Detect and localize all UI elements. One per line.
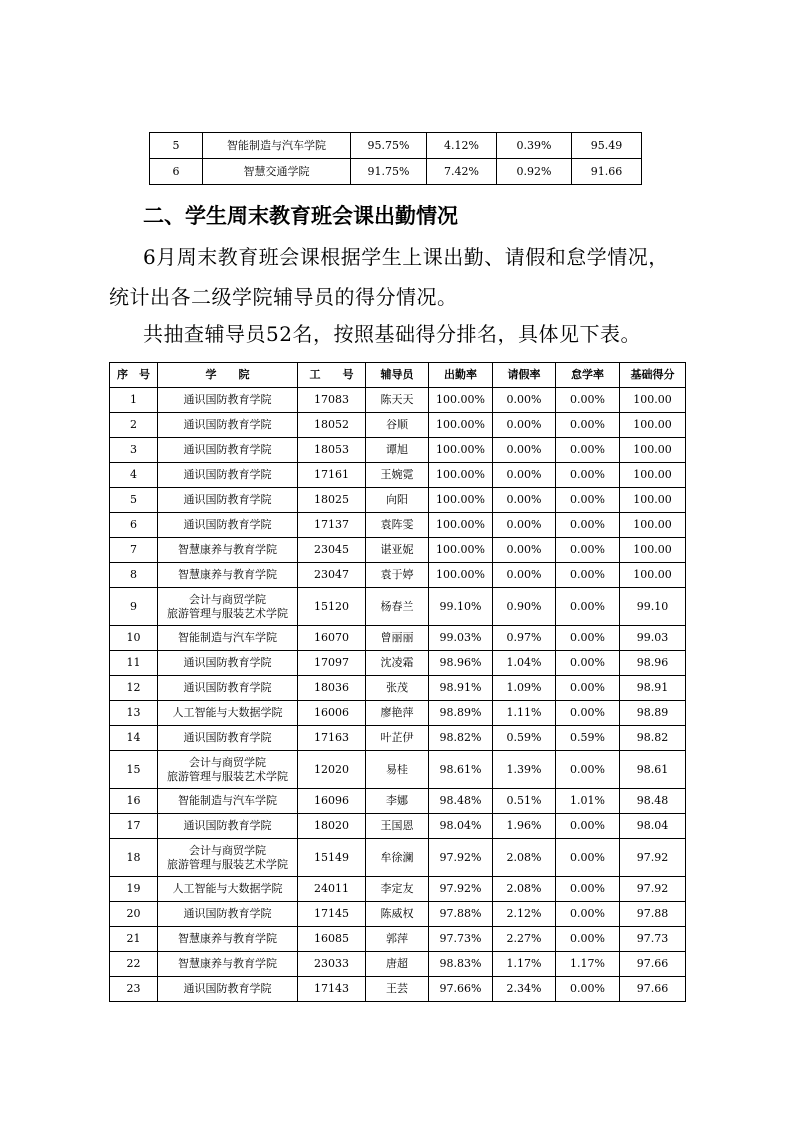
cell-attendance-rate: 97.92% (429, 877, 493, 902)
cell-college: 通识国防教育学院 (158, 676, 298, 701)
cell-truancy-rate: 0.00% (556, 839, 620, 877)
cell-staff-id: 16096 (298, 789, 366, 814)
cell-counselor: 陈天天 (366, 388, 429, 413)
cell-counselor: 叶芷伊 (366, 726, 429, 751)
cell-attendance-rate: 98.04% (429, 814, 493, 839)
cell-truancy-rate: 0.00% (556, 902, 620, 927)
cell-line: 会计与商贸学院 (189, 755, 266, 769)
cell-staff-id: 23047 (298, 563, 366, 588)
cell-truancy-rate: 0.00% (556, 413, 620, 438)
cell-index: 12 (110, 676, 158, 701)
cell-leave-rate: 0.51% (493, 789, 556, 814)
cell-counselor: 郭萍 (366, 927, 429, 952)
cell-truancy-rate: 0.00% (556, 438, 620, 463)
cell-leave-rate: 1.96% (493, 814, 556, 839)
cell-index: 6 (110, 513, 158, 538)
cell-truancy-rate: 0.00% (556, 927, 620, 952)
cell-index: 8 (110, 563, 158, 588)
cell-attendance-rate: 100.00% (429, 563, 493, 588)
cell-leave-rate: 0.97% (493, 626, 556, 651)
cell-attendance-rate: 99.03% (429, 626, 493, 651)
cell-truancy-rate: 0.00% (556, 977, 620, 1002)
cell-index: 14 (110, 726, 158, 751)
cell-attendance-rate: 98.91% (429, 676, 493, 701)
cell-index: 18 (110, 839, 158, 877)
cell-score: 91.66 (572, 159, 642, 185)
table-row (110, 952, 686, 977)
cell-college (158, 839, 298, 877)
cell-attendance-rate: 98.82% (429, 726, 493, 751)
cell-index: 20 (110, 902, 158, 927)
cell-college: 通识国防教育学院 (158, 513, 298, 538)
header-leave-rate: 请假率 (493, 363, 556, 388)
cell-line: 旅游管理与服装艺术学院 (167, 606, 288, 620)
cell-counselor: 杨春兰 (366, 588, 429, 626)
cell-truancy-rate: 0.00% (556, 877, 620, 902)
cell-truancy-rate: 0.00% (556, 488, 620, 513)
header-counselor: 辅导员 (366, 363, 429, 388)
cell-staff-id: 15120 (298, 588, 366, 626)
counselor-score-table-body (110, 388, 686, 1002)
cell-base-score: 100.00 (620, 413, 686, 438)
cell-truancy-rate: 0.59% (556, 726, 620, 751)
cell-base-score: 97.66 (620, 952, 686, 977)
cell-truancy-rate: 0.00% (556, 588, 620, 626)
cell-index: 7 (110, 538, 158, 563)
cell-index: 11 (110, 651, 158, 676)
cell-index: 17 (110, 814, 158, 839)
cell-college (158, 588, 298, 626)
cell-truancy-rate: 0.00% (556, 463, 620, 488)
cell-staff-id: 18053 (298, 438, 366, 463)
cell-staff-id: 16070 (298, 626, 366, 651)
cell-truancy-rate: 0.00% (556, 814, 620, 839)
cell-counselor: 李定友 (366, 877, 429, 902)
cell-index: 1 (110, 388, 158, 413)
cell-attendance-rate: 99.10% (429, 588, 493, 626)
cell-leave-rate: 1.11% (493, 701, 556, 726)
cell-staff-id: 17145 (298, 902, 366, 927)
table-row (150, 133, 642, 159)
cell-attendance-rate: 100.00% (429, 413, 493, 438)
cell-base-score: 100.00 (620, 513, 686, 538)
cell-truancy-rate: 0.39% (497, 133, 572, 159)
cell-college: 智慧康养与教育学院 (158, 952, 298, 977)
cell-attendance-rate: 100.00% (429, 463, 493, 488)
cell-line: 旅游管理与服装艺术学院 (167, 857, 288, 871)
cell-attendance-rate: 98.96% (429, 651, 493, 676)
cell-index: 2 (110, 413, 158, 438)
cell-index: 23 (110, 977, 158, 1002)
cell-truancy-rate: 0.00% (556, 751, 620, 789)
cell-leave-rate: 1.17% (493, 952, 556, 977)
cell-staff-id: 18036 (298, 676, 366, 701)
cell-college: 通识国防教育学院 (158, 438, 298, 463)
cell-staff-id: 17143 (298, 977, 366, 1002)
continued-college-table (149, 132, 642, 185)
table-row (110, 902, 686, 927)
cell-base-score: 98.91 (620, 676, 686, 701)
header-index: 序 号 (110, 363, 158, 388)
cell-college: 智慧康养与教育学院 (158, 927, 298, 952)
header-college: 学 院 (158, 363, 298, 388)
cell-counselor: 王婉霓 (366, 463, 429, 488)
cell-staff-id: 17161 (298, 463, 366, 488)
cell-college: 通识国防教育学院 (158, 463, 298, 488)
cell-staff-id: 23033 (298, 952, 366, 977)
cell-counselor: 谷顺 (366, 413, 429, 438)
cell-truancy-rate: 0.00% (556, 676, 620, 701)
cell-leave-rate: 0.00% (493, 563, 556, 588)
cell-leave-rate: 7.42% (427, 159, 497, 185)
cell-base-score: 98.89 (620, 701, 686, 726)
cell-index: 13 (110, 701, 158, 726)
cell-truancy-rate: 0.92% (497, 159, 572, 185)
cell-attendance-rate: 100.00% (429, 438, 493, 463)
table-header-row (110, 363, 686, 388)
cell-base-score: 97.88 (620, 902, 686, 927)
cell-attendance-rate: 98.89% (429, 701, 493, 726)
cell-counselor: 沈凌霜 (366, 651, 429, 676)
cell-college (158, 751, 298, 789)
cell-base-score: 98.04 (620, 814, 686, 839)
cell-counselor: 李娜 (366, 789, 429, 814)
cell-score: 95.49 (572, 133, 642, 159)
cell-staff-id: 15149 (298, 839, 366, 877)
cell-counselor: 张茂 (366, 676, 429, 701)
cell-leave-rate: 0.90% (493, 588, 556, 626)
cell-truancy-rate: 0.00% (556, 563, 620, 588)
cell-attendance-rate: 100.00% (429, 538, 493, 563)
cell-attendance-rate: 97.73% (429, 927, 493, 952)
table-row (110, 839, 686, 877)
cell-base-score: 98.82 (620, 726, 686, 751)
cell-staff-id: 18020 (298, 814, 366, 839)
cell-staff-id: 17163 (298, 726, 366, 751)
header-staff-id: 工 号 (298, 363, 366, 388)
cell-counselor: 袁阵雯 (366, 513, 429, 538)
cell-staff-id: 12020 (298, 751, 366, 789)
section-heading: 二、学生周末教育班会课出勤情况 (143, 204, 458, 228)
cell-leave-rate: 0.00% (493, 513, 556, 538)
table-row (110, 488, 686, 513)
cell-staff-id: 16085 (298, 927, 366, 952)
cell-college: 通识国防教育学院 (158, 814, 298, 839)
table-row (110, 877, 686, 902)
cell-leave-rate: 2.08% (493, 839, 556, 877)
cell-staff-id: 16006 (298, 701, 366, 726)
table-row (110, 814, 686, 839)
table-row (110, 651, 686, 676)
cell-index: 6 (150, 159, 203, 185)
cell-attendance-rate: 100.00% (429, 513, 493, 538)
cell-attendance-rate: 98.61% (429, 751, 493, 789)
cell-college: 通识国防教育学院 (158, 413, 298, 438)
cell-leave-rate: 2.27% (493, 927, 556, 952)
cell-base-score: 98.96 (620, 651, 686, 676)
cell-base-score: 97.92 (620, 877, 686, 902)
cell-index: 4 (110, 463, 158, 488)
cell-college: 人工智能与大数据学院 (158, 701, 298, 726)
cell-attendance-rate: 100.00% (429, 488, 493, 513)
table-row (110, 726, 686, 751)
cell-counselor: 王国恩 (366, 814, 429, 839)
cell-leave-rate: 0.00% (493, 538, 556, 563)
cell-staff-id: 17097 (298, 651, 366, 676)
cell-index: 22 (110, 952, 158, 977)
cell-attendance-rate: 95.75% (351, 133, 427, 159)
cell-staff-id: 17137 (298, 513, 366, 538)
cell-index: 9 (110, 588, 158, 626)
cell-college: 通识国防教育学院 (158, 651, 298, 676)
table-row (110, 701, 686, 726)
cell-truancy-rate: 0.00% (556, 651, 620, 676)
cell-index: 15 (110, 751, 158, 789)
cell-staff-id: 24011 (298, 877, 366, 902)
cell-counselor: 谌亚妮 (366, 538, 429, 563)
cell-counselor: 王芸 (366, 977, 429, 1002)
paragraph-line-3: 共抽查辅导员52名，按照基础得分排名，具体见下表。 (143, 322, 641, 346)
cell-counselor: 易桂 (366, 751, 429, 789)
cell-base-score: 98.61 (620, 751, 686, 789)
cell-truancy-rate: 0.00% (556, 701, 620, 726)
cell-base-score: 97.66 (620, 977, 686, 1002)
table-row (150, 159, 642, 185)
cell-attendance-rate: 97.92% (429, 839, 493, 877)
cell-leave-rate: 0.00% (493, 413, 556, 438)
cell-leave-rate: 2.08% (493, 877, 556, 902)
cell-college: 智慧康养与教育学院 (158, 538, 298, 563)
table-row (110, 563, 686, 588)
cell-truancy-rate: 0.00% (556, 538, 620, 563)
cell-base-score: 97.73 (620, 927, 686, 952)
cell-counselor: 向阳 (366, 488, 429, 513)
cell-base-score: 100.00 (620, 563, 686, 588)
cell-index: 19 (110, 877, 158, 902)
table-row (110, 463, 686, 488)
cell-index: 10 (110, 626, 158, 651)
cell-base-score: 100.00 (620, 388, 686, 413)
cell-staff-id: 18025 (298, 488, 366, 513)
cell-attendance-rate: 97.66% (429, 977, 493, 1002)
cell-base-score: 98.48 (620, 789, 686, 814)
cell-base-score: 100.00 (620, 538, 686, 563)
cell-truancy-rate: 1.01% (556, 789, 620, 814)
cell-leave-rate: 0.00% (493, 463, 556, 488)
cell-leave-rate: 1.04% (493, 651, 556, 676)
cell-college: 通识国防教育学院 (158, 977, 298, 1002)
cell-index: 5 (150, 133, 203, 159)
cell-staff-id: 17083 (298, 388, 366, 413)
cell-leave-rate: 0.59% (493, 726, 556, 751)
cell-truancy-rate: 0.00% (556, 513, 620, 538)
cell-index: 21 (110, 927, 158, 952)
table-row (110, 438, 686, 463)
paragraph-line-1: 6月周末教育班会课根据学生上课出勤、请假和怠学情况， (143, 245, 669, 269)
cell-base-score: 99.10 (620, 588, 686, 626)
cell-line: 会计与商贸学院 (189, 843, 266, 857)
cell-index: 3 (110, 438, 158, 463)
cell-staff-id: 18052 (298, 413, 366, 438)
paragraph-line-2: 统计出各二级学院辅导员的得分情况。 (109, 285, 458, 309)
table-row (110, 588, 686, 626)
table-row (110, 751, 686, 789)
cell-base-score: 100.00 (620, 488, 686, 513)
cell-college: 智能制造与汽车学院 (158, 626, 298, 651)
table-row (110, 626, 686, 651)
cell-base-score: 99.03 (620, 626, 686, 651)
cell-leave-rate: 1.39% (493, 751, 556, 789)
cell-leave-rate: 4.12% (427, 133, 497, 159)
cell-college: 智慧康养与教育学院 (158, 563, 298, 588)
table-row (110, 388, 686, 413)
cell-staff-id: 23045 (298, 538, 366, 563)
cell-base-score: 97.92 (620, 839, 686, 877)
cell-line: 会计与商贸学院 (189, 592, 266, 606)
table-row (110, 513, 686, 538)
cell-college: 通识国防教育学院 (158, 726, 298, 751)
cell-counselor: 曾丽丽 (366, 626, 429, 651)
cell-leave-rate: 0.00% (493, 438, 556, 463)
cell-counselor: 唐超 (366, 952, 429, 977)
table-row (110, 676, 686, 701)
cell-attendance-rate: 97.88% (429, 902, 493, 927)
cell-college: 通识国防教育学院 (158, 902, 298, 927)
table-row (110, 927, 686, 952)
cell-leave-rate: 0.00% (493, 388, 556, 413)
cell-attendance-rate: 91.75% (351, 159, 427, 185)
cell-attendance-rate: 98.83% (429, 952, 493, 977)
table-row (110, 538, 686, 563)
cell-college: 人工智能与大数据学院 (158, 877, 298, 902)
cell-attendance-rate: 100.00% (429, 388, 493, 413)
header-attendance-rate: 出勤率 (429, 363, 493, 388)
cell-leave-rate: 0.00% (493, 488, 556, 513)
cell-base-score: 100.00 (620, 438, 686, 463)
continued-college-table-body (150, 133, 642, 185)
table-row (110, 413, 686, 438)
cell-leave-rate: 2.34% (493, 977, 556, 1002)
cell-college: 通识国防教育学院 (158, 488, 298, 513)
cell-college: 智能制造与汽车学院 (158, 789, 298, 814)
cell-counselor: 袁于婷 (366, 563, 429, 588)
header-base-score: 基础得分 (620, 363, 686, 388)
cell-index: 5 (110, 488, 158, 513)
cell-college: 通识国防教育学院 (158, 388, 298, 413)
cell-line: 旅游管理与服装艺术学院 (167, 769, 288, 783)
cell-college: 智慧交通学院 (203, 159, 351, 185)
cell-truancy-rate: 1.17% (556, 952, 620, 977)
cell-index: 16 (110, 789, 158, 814)
cell-leave-rate: 1.09% (493, 676, 556, 701)
cell-attendance-rate: 98.48% (429, 789, 493, 814)
cell-truancy-rate: 0.00% (556, 626, 620, 651)
cell-base-score: 100.00 (620, 463, 686, 488)
cell-counselor: 廖艳萍 (366, 701, 429, 726)
counselor-score-table (109, 362, 686, 1002)
cell-counselor: 谭旭 (366, 438, 429, 463)
cell-college: 智能制造与汽车学院 (203, 133, 351, 159)
header-truancy-rate: 怠学率 (556, 363, 620, 388)
table-row (110, 977, 686, 1002)
cell-counselor: 牟徐澜 (366, 839, 429, 877)
table-row (110, 789, 686, 814)
cell-truancy-rate: 0.00% (556, 388, 620, 413)
cell-leave-rate: 2.12% (493, 902, 556, 927)
cell-counselor: 陈威权 (366, 902, 429, 927)
